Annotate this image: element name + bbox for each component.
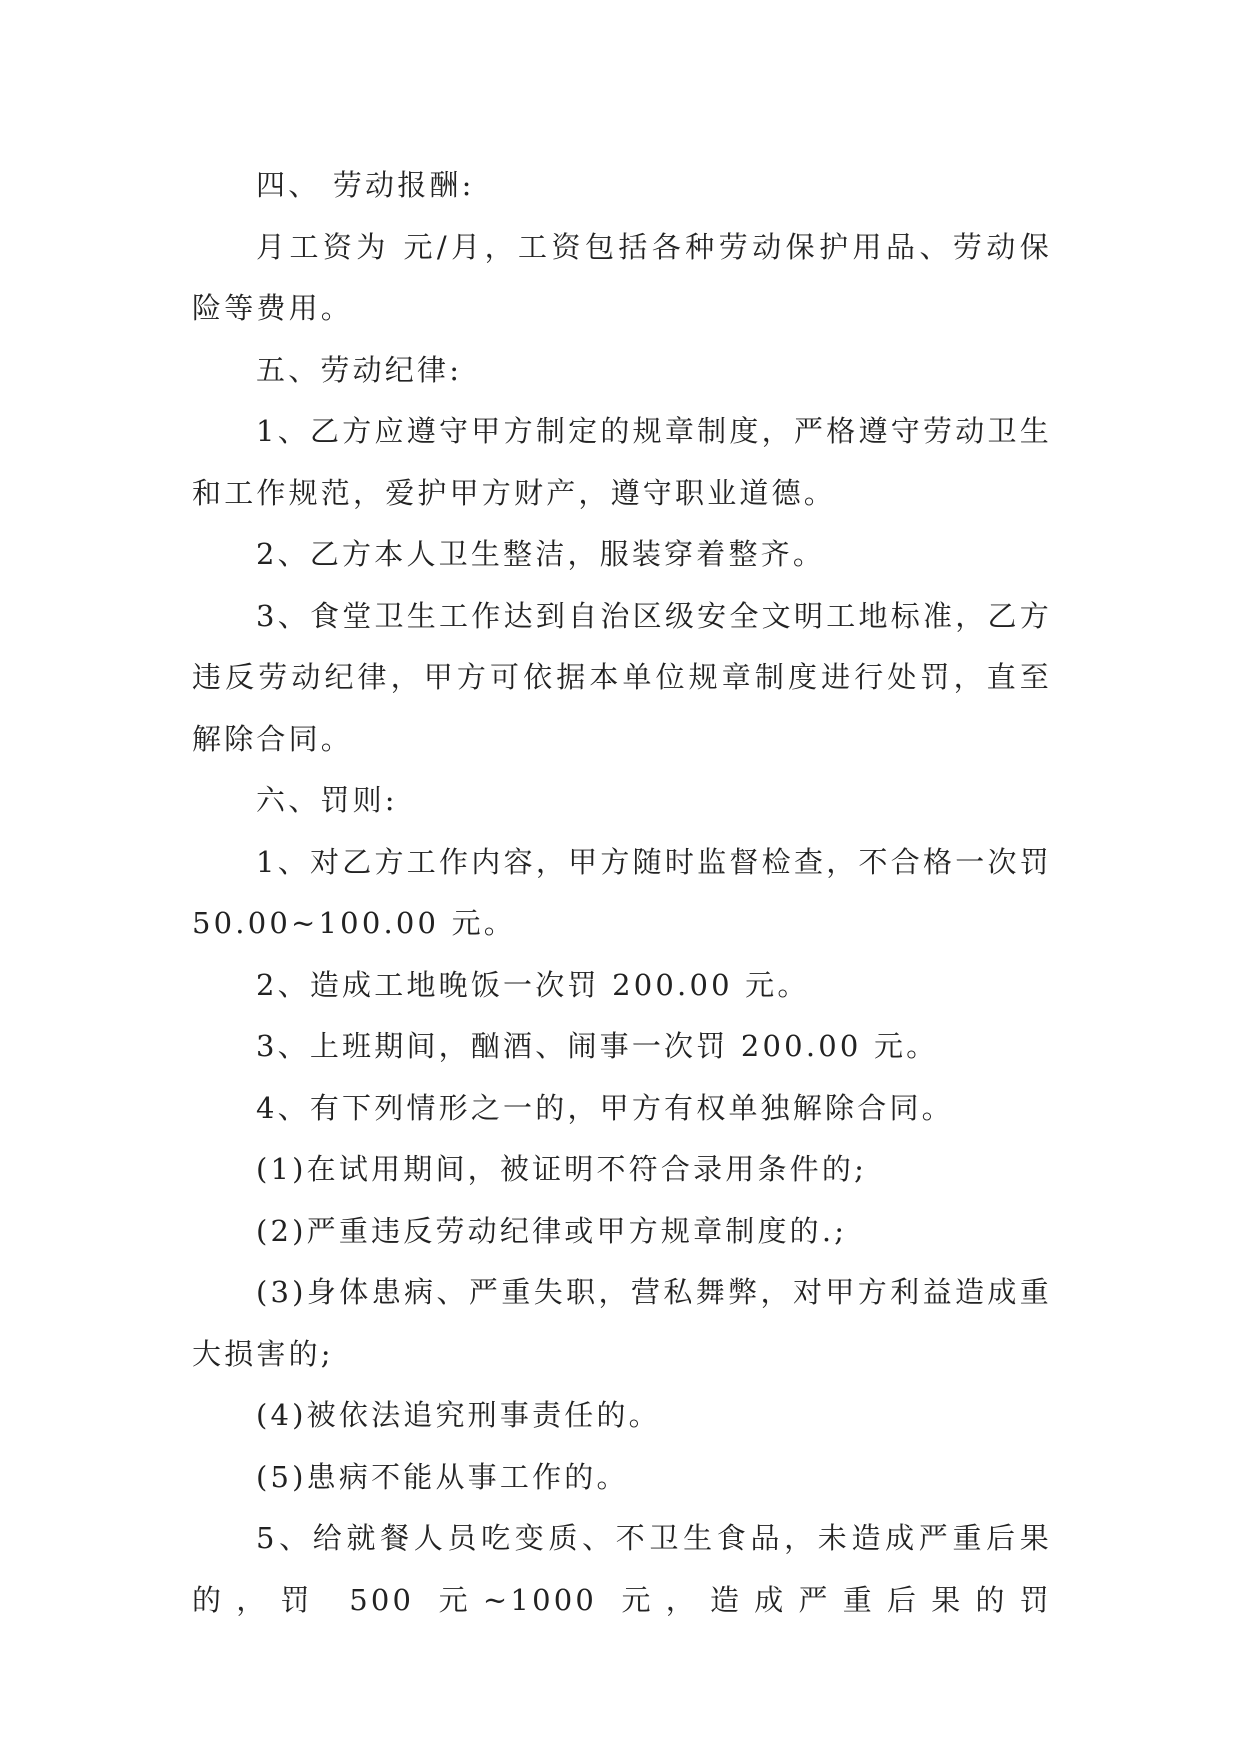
section-heading-labor-discipline: 五、劳动纪律: <box>256 352 463 387</box>
section-heading-penalties: 六、罚则: <box>256 783 398 817</box>
paragraph-penalty-5: 5、给就餐人员吃变质、不卫生食品，未造成严重后果的，罚 500 元~1000 元，造成严重后果的罚 <box>192 1521 1052 1617</box>
list-item-termination-1: (1)在试用期间，被证明不符合录用条件的; <box>256 1152 868 1186</box>
paragraph-penalty-2: 2、造成工地晚饭一次罚 200.00 元。 <box>256 967 810 1002</box>
paragraph-discipline-1: 1、乙方应遵守甲方制定的规章制度，严格遵守劳动卫生和工作规范，爱护甲方财产，遵守职业道德。 <box>192 414 1052 510</box>
paragraph-penalty-4: 4、有下列情形之一的，甲方有权单独解除合同。 <box>256 1090 954 1125</box>
paragraph-penalty-1: 1、对乙方工作内容，甲方随时监督检查，不合格一次罚 50.00~100.00 元。 <box>192 844 1052 940</box>
paragraph-monthly-wage: 月工资为 元/月，工资包括各种劳动保护用品、劳动保险等费用。 <box>192 229 1052 325</box>
section-heading-labor-remuneration: 四、 劳动报酬: <box>256 168 475 202</box>
paragraph-discipline-2: 2、乙方本人卫生整洁，服装穿着整齐。 <box>256 537 826 571</box>
paragraph-penalty-3: 3、上班期间，酗酒、闹事一次罚 200.00 元。 <box>256 1029 939 1063</box>
list-item-termination-2: (2)严重违反劳动纪律或甲方规章制度的.; <box>256 1213 848 1248</box>
list-item-termination-3: (3)身体患病、严重失职，营私舞弊，对甲方利益造成重大损害的; <box>192 1275 1052 1371</box>
document-page <box>192 155 1052 1631</box>
paragraph-discipline-3: 3、食堂卫生工作达到自治区级安全文明工地标准，乙方违反劳动纪律，甲方可依据本单位规章制度进行处罚，直至解除合同。 <box>192 598 1052 756</box>
list-item-termination-4: (4)被依法追究刑事责任的。 <box>256 1398 661 1432</box>
list-item-termination-5: (5)患病不能从事工作的。 <box>256 1459 629 1494</box>
